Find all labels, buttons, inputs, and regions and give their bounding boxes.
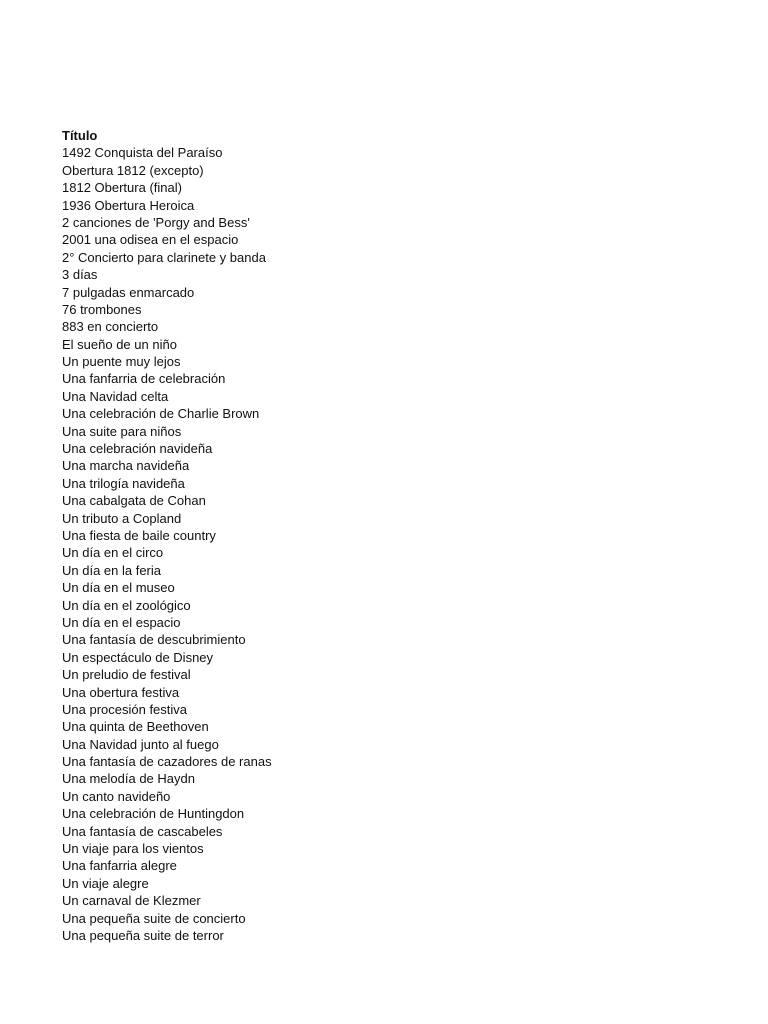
title-row: 76 trombones [62, 301, 142, 317]
title-row: Una fantasía de cascabeles [62, 823, 223, 839]
title-row: Obertura 1812 (excepto) [62, 162, 204, 178]
title-row: Una fantasía de descubrimiento [62, 632, 246, 648]
title-row: Una suite para niños [62, 423, 182, 439]
title-row: Una celebración navideña [62, 441, 213, 457]
title-row: Una celebración de Huntingdon [62, 806, 245, 822]
title-row: 3 días [62, 267, 98, 283]
title-row: 1812 Obertura (final) [62, 180, 182, 196]
title-row: Un canto navideño [62, 788, 171, 804]
title-row: Una procesión festiva [62, 701, 188, 717]
title-row: 1492 Conquista del Paraíso [62, 145, 223, 161]
title-row: Un viaje para los vientos [62, 841, 204, 857]
column-header-titulo: Título [62, 128, 98, 143]
title-row: 7 pulgadas enmarcado [62, 284, 195, 300]
title-row: Una cabalgata de Cohan [62, 493, 206, 509]
title-row: Un carnaval de Klezmer [62, 893, 201, 909]
title-row: Una trilogía navideña [62, 475, 185, 491]
title-row: 1936 Obertura Heroica [62, 197, 195, 213]
title-row: Un día en el circo [62, 545, 164, 561]
title-row: Una fantasía de cazadores de ranas [62, 754, 272, 770]
title-row: 2 canciones de 'Porgy and Bess' [62, 214, 250, 230]
title-row: 2° Concierto para clarinete y banda [62, 249, 266, 265]
title-row: Un día en el espacio [62, 614, 181, 630]
title-row: Un viaje alegre [62, 875, 149, 891]
title-row: Un tributo a Copland [62, 510, 182, 526]
title-row: Una fanfarria de celebración [62, 371, 226, 387]
title-row: Un día en el museo [62, 580, 175, 596]
title-row: Un preludio de festival [62, 667, 191, 683]
title-row: 2001 una odisea en el espacio [62, 232, 239, 248]
title-row: Una obertura festiva [62, 684, 180, 700]
title-row: Una Navidad celta [62, 388, 169, 404]
title-row: Una marcha navideña [62, 458, 190, 474]
title-row: Una melodía de Haydn [62, 771, 195, 787]
title-row: Una fanfarria alegre [62, 858, 177, 874]
title-row: Una fiesta de baile country [62, 527, 216, 543]
title-row: El sueño de un niño [62, 336, 177, 352]
title-list [62, 144, 722, 944]
title-row: Una celebración de Charlie Brown [62, 406, 260, 422]
title-row: 883 en concierto [62, 319, 159, 335]
document-page [62, 127, 722, 944]
title-row: Una pequeña suite de terror [62, 927, 224, 943]
title-row: Un espectáculo de Disney [62, 649, 214, 665]
title-row: Una Navidad junto al fuego [62, 736, 219, 752]
title-row: Un puente muy lejos [62, 354, 181, 370]
title-row: Una pequeña suite de concierto [62, 910, 246, 926]
title-row: Una quinta de Beethoven [62, 719, 209, 735]
title-row: Un día en la feria [62, 562, 162, 578]
title-row: Un día en el zoológico [62, 597, 191, 613]
